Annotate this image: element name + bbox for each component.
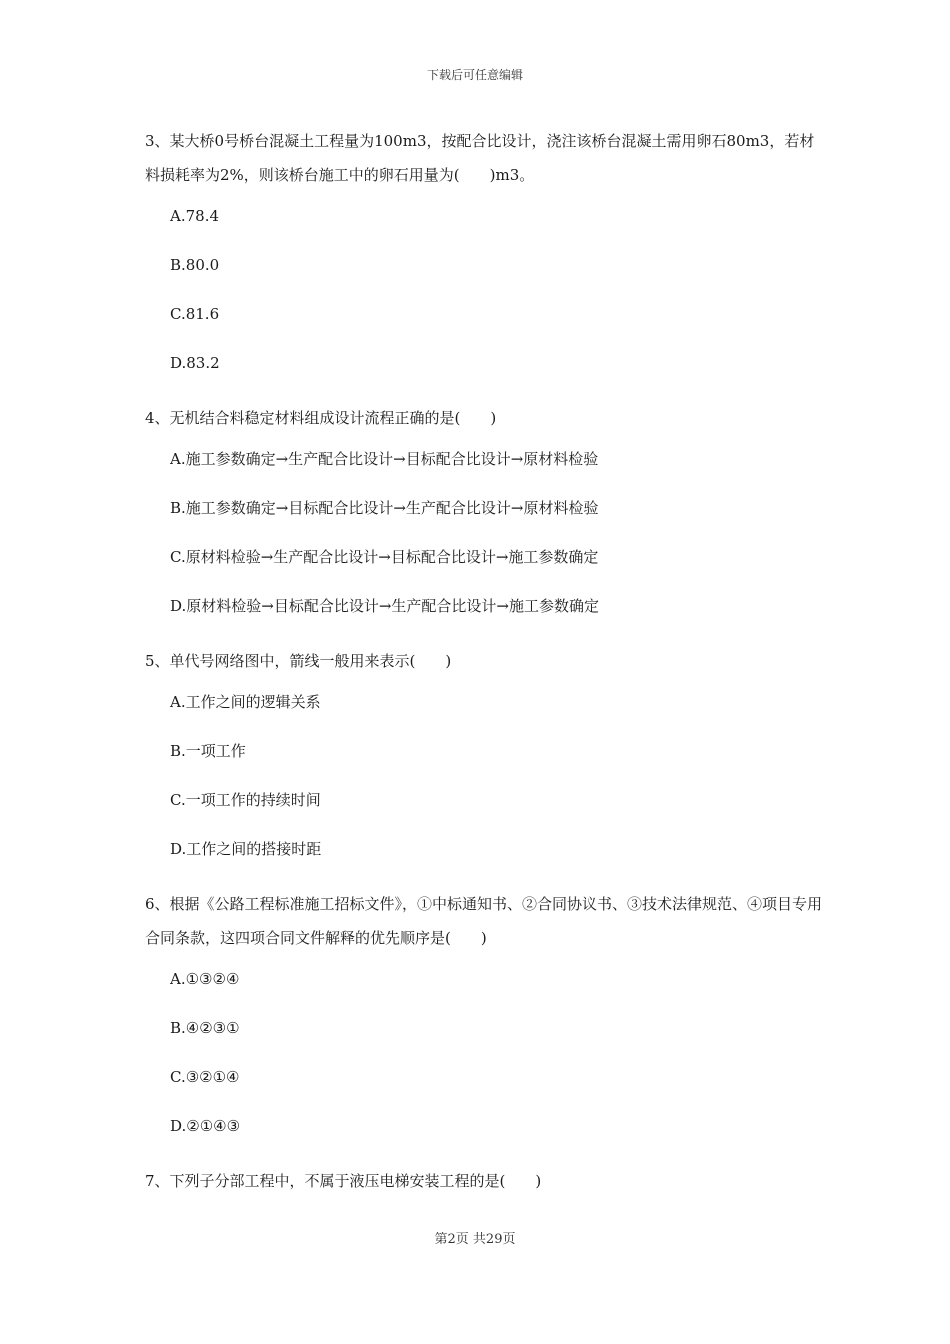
option-b: B.施工参数确定→目标配合比设计→生产配合比设计→原材料检验 — [170, 499, 599, 517]
question-stem: 7、下列子分部工程中，不属于液压电梯安装工程的是( ) — [145, 1172, 542, 1190]
option-b: B.一项工作 — [170, 742, 246, 760]
option-c: C.原材料检验→生产配合比设计→目标配合比设计→施工参数确定 — [170, 548, 599, 566]
option-d: D.工作之间的搭接时距 — [170, 840, 322, 858]
option-d: D.②①④③ — [170, 1117, 241, 1135]
question-stem: 4、无机结合料稳定材料组成设计流程正确的是( ) — [145, 409, 497, 427]
option-c: C.一项工作的持续时间 — [170, 791, 321, 809]
page-number: 第2页 共29页 — [434, 1232, 516, 1247]
page-header: 下载后可任意编辑 — [426, 68, 523, 82]
question-4 — [145, 401, 825, 617]
question-stem: 6、根据《公路工程标准施工招标文件》，①中标通知书、②合同协议书、③技术法律规范、④项目专用合同条款，这四项合同文件解释的优先顺序是( ) — [145, 895, 823, 947]
option-b: B.④②③① — [170, 1019, 240, 1037]
option-a: A.工作之间的逻辑关系 — [170, 693, 321, 711]
option-d: D.83.2 — [170, 354, 220, 372]
option-c: C.81.6 — [170, 305, 220, 323]
option-a: A.施工参数确定→生产配合比设计→目标配合比设计→原材料检验 — [170, 450, 599, 468]
option-c: C.③②①④ — [170, 1068, 240, 1086]
question-5 — [145, 644, 825, 860]
question-stem: 5、单代号网络图中，箭线一般用来表示( ) — [145, 652, 452, 670]
option-b: B.80.0 — [170, 256, 220, 274]
question-6 — [145, 887, 825, 1137]
question-3 — [145, 124, 825, 374]
question-list — [145, 124, 825, 1211]
question-7 — [145, 1164, 825, 1198]
option-a: A.①③②④ — [170, 970, 240, 988]
option-a: A.78.4 — [170, 207, 219, 225]
question-stem: 3、某大桥0号桥台混凝土工程量为100m3，按配合比设计，浇注该桥台混凝土需用卵石80m3，若材料损耗率为2%，则该桥台施工中的卵石用量为( )m3。 — [145, 132, 815, 184]
option-d: D.原材料检验→目标配合比设计→生产配合比设计→施工参数确定 — [170, 597, 599, 615]
